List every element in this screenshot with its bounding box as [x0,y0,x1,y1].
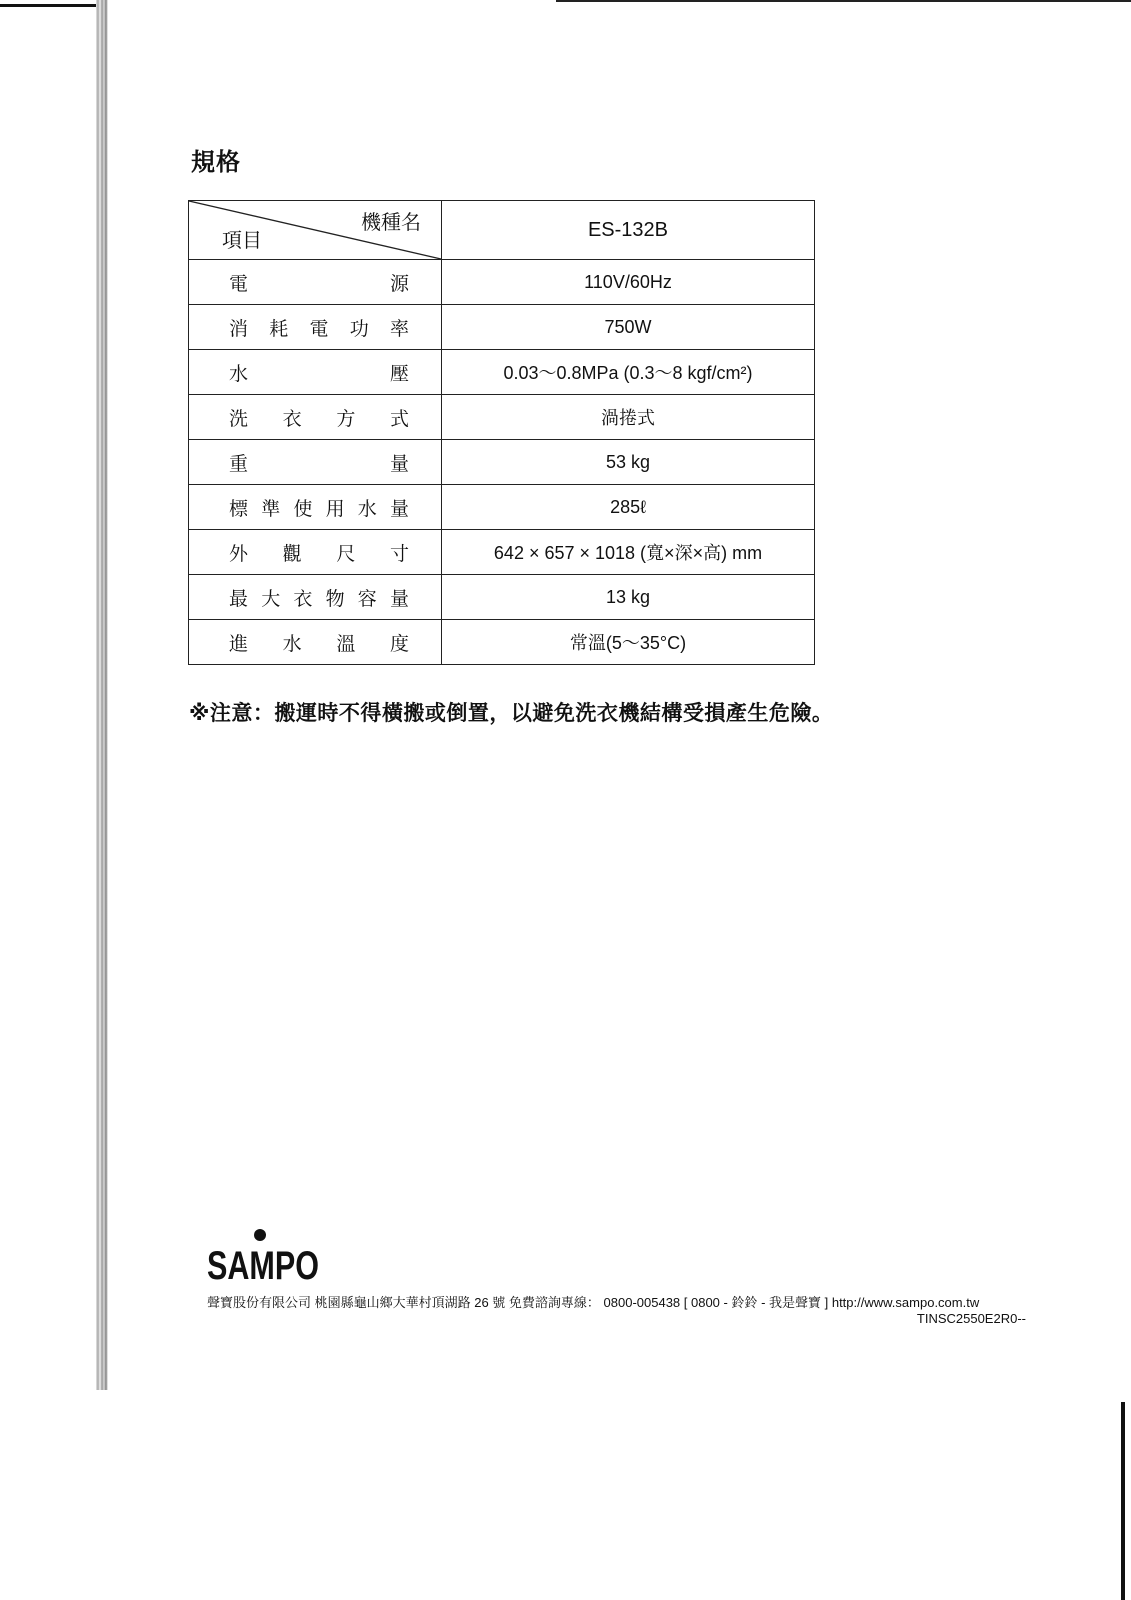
spec-label [189,494,441,521]
spec-label-char: 方 [336,407,356,430]
spec-label-char: 壓 [389,362,409,385]
spec-label [189,539,441,566]
spec-value: 53 kg [442,440,815,485]
header-item-label: 項目 [222,228,262,252]
spec-label-char: 大 [261,587,281,610]
spec-label-char: 洗 [229,407,249,430]
spec-label [189,314,441,341]
spec-label-char: 功 [349,317,369,340]
spec-row [189,620,815,665]
caution-note: ※注意：搬運時不得橫搬或倒置，以避免洗衣機結構受損產生危險。 [189,701,834,725]
spec-row [189,575,815,620]
spec-label-char: 衣 [282,407,302,430]
spec-label-cell [189,440,442,485]
spec-label-char: 電 [229,272,249,295]
scan-edge-right [1121,1402,1125,1600]
spec-label-char: 最 [229,587,249,610]
spec-label-cell [189,260,442,305]
spec-label-char: 電 [309,317,329,340]
spec-label-char: 進 [229,632,249,655]
scan-edge-top-right [556,0,1131,2]
spec-label-char: 使 [293,497,313,520]
spec-row [189,530,815,575]
spec-label-char: 水 [282,632,302,655]
spec-label-char: 消 [229,317,249,340]
spec-label-cell [189,620,442,665]
spec-row [189,440,815,485]
spec-label-cell [189,530,442,575]
spec-label-char: 尺 [336,542,356,565]
spec-label [189,359,441,386]
spec-row [189,260,815,305]
sampo-logo [207,1227,319,1288]
table-header-row [189,201,815,260]
spec-row [189,350,815,395]
company-info: 聲寶股份有限公司 桃園縣龜山鄉大華村頂湖路 26 號 免費諮詢專線： 0800-005438 [ 0800 - 鈴鈴 - 我是聲寶 ] http://www.sampo.com.tw [207,1295,980,1310]
spec-value: 0.03～0.8MPa (0.3～8 kgf/cm²) [442,350,815,395]
spec-label-char: 率 [389,317,409,340]
spec-value: 110V/60Hz [442,260,815,305]
spec-label-cell [189,575,442,620]
spec-label-char: 寸 [389,542,409,565]
header-model-label: 機種名 [361,210,421,234]
spec-label-char: 準 [261,497,281,520]
header-diagonal-cell [189,201,442,260]
spec-value: 750W [442,305,815,350]
spec-label-char: 式 [389,407,409,430]
spec-label-char: 源 [389,272,409,295]
spec-label-char: 外 [229,542,249,565]
spec-row [189,395,815,440]
spec-label-char: 物 [325,587,345,610]
spec-label-char: 量 [389,497,409,520]
spec-label [189,269,441,296]
spec-row [189,485,815,530]
spec-label-char: 耗 [269,317,289,340]
spec-table [188,200,815,665]
spec-label-cell [189,350,442,395]
spec-label-char: 用 [325,497,345,520]
spec-label-cell [189,305,442,350]
header-model-value: ES-132B [442,201,815,260]
spec-label-char: 重 [229,452,249,475]
spec-label-cell [189,485,442,530]
spec-label-char: 容 [357,587,377,610]
spec-label-char: 標 [229,497,249,520]
spec-label [189,584,441,611]
spec-label-char: 水 [229,362,249,385]
spec-value: 常溫(5～35°C) [442,620,815,665]
spec-row [189,305,815,350]
spec-label [189,404,441,431]
spec-label-cell [189,395,442,440]
spec-label-char: 量 [389,452,409,475]
spec-label-char: 觀 [282,542,302,565]
scan-edge-top-left [0,4,96,7]
spec-label-char: 衣 [293,587,313,610]
spec-label-char: 水 [357,497,377,520]
spec-label-char: 量 [389,587,409,610]
spec-label-char: 溫 [336,632,356,655]
spec-value: 13 kg [442,575,815,620]
spec-value: 285ℓ [442,485,815,530]
spec-label [189,629,441,656]
spec-label-char: 度 [389,632,409,655]
spec-value: 渦捲式 [442,395,815,440]
page-title: 規格 [191,148,241,176]
spec-value: 642 × 657 × 1018 (寬×深×高) mm [442,530,815,575]
document-code: TINSC2550E2R0-- [916,1311,1026,1326]
spec-label [189,449,441,476]
scan-edge-left-binding [96,0,108,1390]
svg-text:SAMPO: SAMPO [207,1244,319,1288]
